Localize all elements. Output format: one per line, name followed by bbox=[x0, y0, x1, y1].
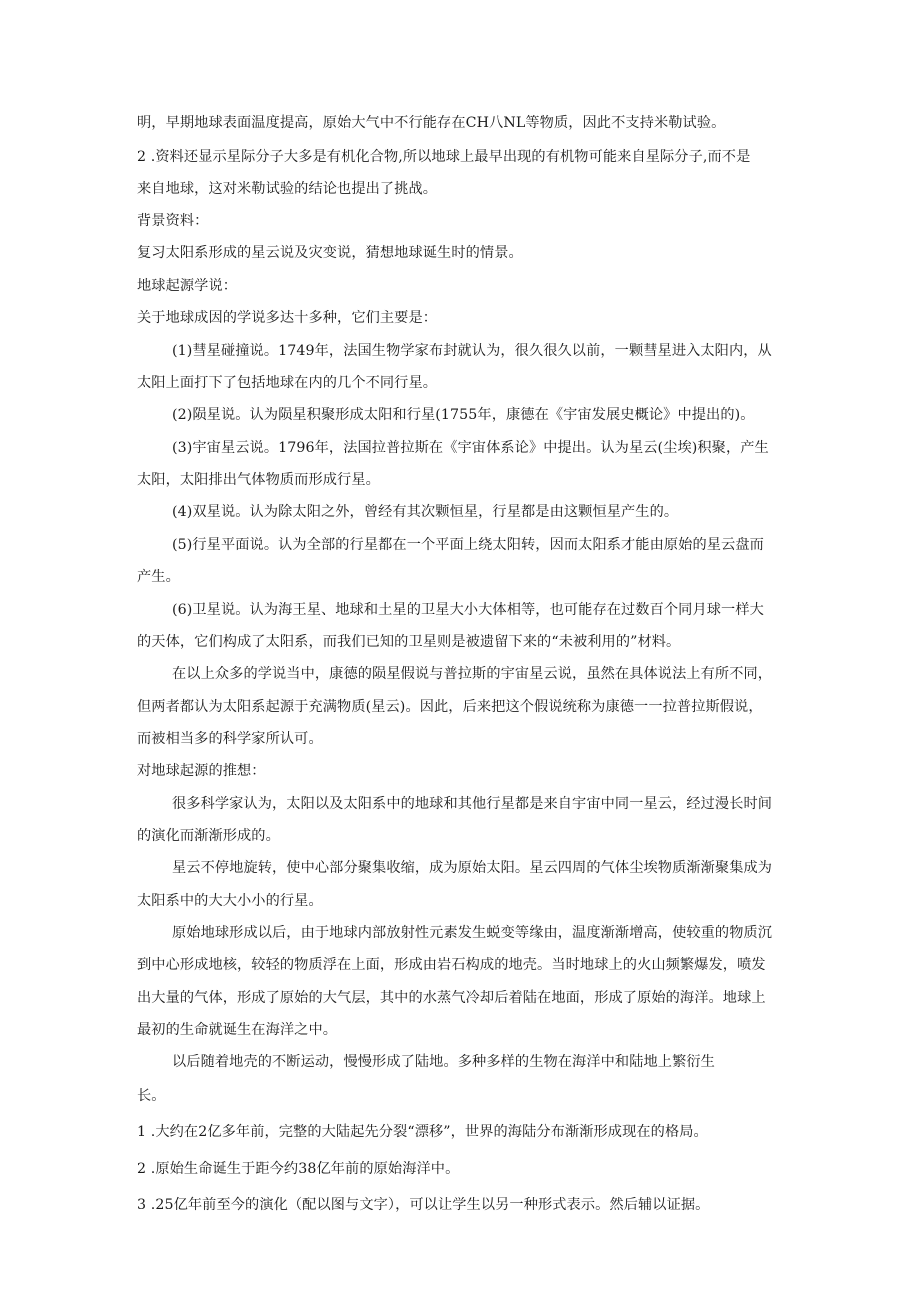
text-line: 关于地球成因的学说多达十多种，它们主要是： bbox=[137, 310, 438, 326]
text-line: (5)行星平面说。认为全部的行星都在一个平面上绕太阳转，因而太阳系才能由原始的星云盘而 bbox=[172, 537, 764, 553]
text-line: 的演化而渐渐形成的。 bbox=[137, 828, 280, 844]
text-line: 的天体，它们构成了太阳系，而我们已知的卫星则是被遗留下来的“未被利用的”材料。 bbox=[137, 634, 681, 650]
text-line: 明，早期地球表面温度提高，原始大气中不行能存在CH八NL等物质，因此不支持米勒试验。 bbox=[137, 115, 726, 131]
text-line: 出大量的气体，形成了原始的大气层，其中的水蒸气冷却后着陆在地面，形成了原始的海洋。地球上 bbox=[137, 990, 766, 1006]
text-line: 在以上众多的学说当中，康德的陨星假说与普拉斯的宇宙星云说，虽然在具体说法上有所不同， bbox=[172, 666, 773, 682]
text-line: 但两者都认为太阳系起源于充满物质(星云)。因此，后来把这个假说统称为康德一一拉普拉斯假说， bbox=[137, 699, 763, 715]
text-line: 复习太阳系形成的星云说及灾变说，猜想地球诞生时的情景。 bbox=[137, 245, 523, 261]
list-item: 2 .原始生命诞生于距今约38亿年前的原始海洋中。 bbox=[137, 1161, 460, 1177]
text-line: 而被相当多的科学家所认可。 bbox=[137, 731, 323, 747]
section-heading: 地球起源学说： bbox=[137, 278, 238, 294]
text-line: 到中心形成地核，较轻的物质浮在上面，形成由岩石构成的地壳。当时地球上的火山频繁爆发，喷发 bbox=[137, 957, 766, 973]
text-line: 以后随着地壳的不断运动，慢慢形成了陆地。多种多样的生物在海洋中和陆地上繁衍生 bbox=[172, 1054, 715, 1070]
list-item: 3 .25亿年前至今的演化（配以图与文字），可以让学生以另一种形式表示。然后辅以证据。 bbox=[137, 1197, 710, 1213]
text-line: 很多科学家认为，太阳以及太阳系中的地球和其他行星都是来自宇宙中同一星云，经过漫长时间 bbox=[172, 796, 773, 812]
text-line: 星云不停地旋转，使中心部分聚集收缩，成为原始太阳。星云四周的气体尘埃物质渐渐聚集成为 bbox=[172, 860, 773, 876]
text-line: (2)陨星说。认为陨星积聚形成太阳和行星(1755年，康德在《宇宙发展史概论》中提出的)。 bbox=[172, 407, 755, 423]
text-line: 太阳上面打下了包括地球在内的几个不同行星。 bbox=[137, 375, 438, 391]
text-line: 长。 bbox=[137, 1088, 166, 1104]
text-line: (6)卫星说。认为海王星、地球和土星的卫星大小大体相等，也可能存在过数百个同月球一样大 bbox=[172, 602, 764, 618]
text-line: 来自地球，这对米勒试验的结论也提出了挑战。 bbox=[137, 181, 438, 197]
text-line: 2 .资料还显示星际分子大多是有机化合物,所以地球上最早出现的有机物可能来自星际分子,而不是 bbox=[137, 149, 751, 165]
text-line: (4)双星说。认为除太阳之外，曾经有其次颗恒星，行星都是由这颗恒星产生的。 bbox=[172, 504, 679, 520]
section-heading: 对地球起源的推想： bbox=[137, 763, 266, 779]
text-line: 最初的生命就诞生在海洋之中。 bbox=[137, 1022, 338, 1038]
text-line: 原始地球形成以后，由于地球内部放射性元素发生蜕变等缘由，温度渐渐增高，使较重的物质沉 bbox=[172, 925, 773, 941]
text-line: 产生。 bbox=[137, 569, 180, 585]
list-item: 1 .大约在2亿多年前，完整的大陆起先分裂“漂移”，世界的海陆分布渐渐形成现在的格局。 bbox=[137, 1124, 708, 1140]
text-line: (1)彗星碰撞说。1749年，法国生物学家布封就认为，很久很久以前，一颗彗星进入太阳内，从 bbox=[172, 343, 772, 359]
text-line: (3)宇宙星云说。1796年，法国拉普拉斯在《宇宙体系论》中提出。认为星云(尘埃)积聚，产生 bbox=[172, 440, 769, 456]
text-line: 太阳，太阳排出气体物质而形成行星。 bbox=[137, 472, 380, 488]
section-heading: 背景资料： bbox=[137, 213, 209, 229]
text-line: 太阳系中的大大小小的行星。 bbox=[137, 893, 323, 909]
